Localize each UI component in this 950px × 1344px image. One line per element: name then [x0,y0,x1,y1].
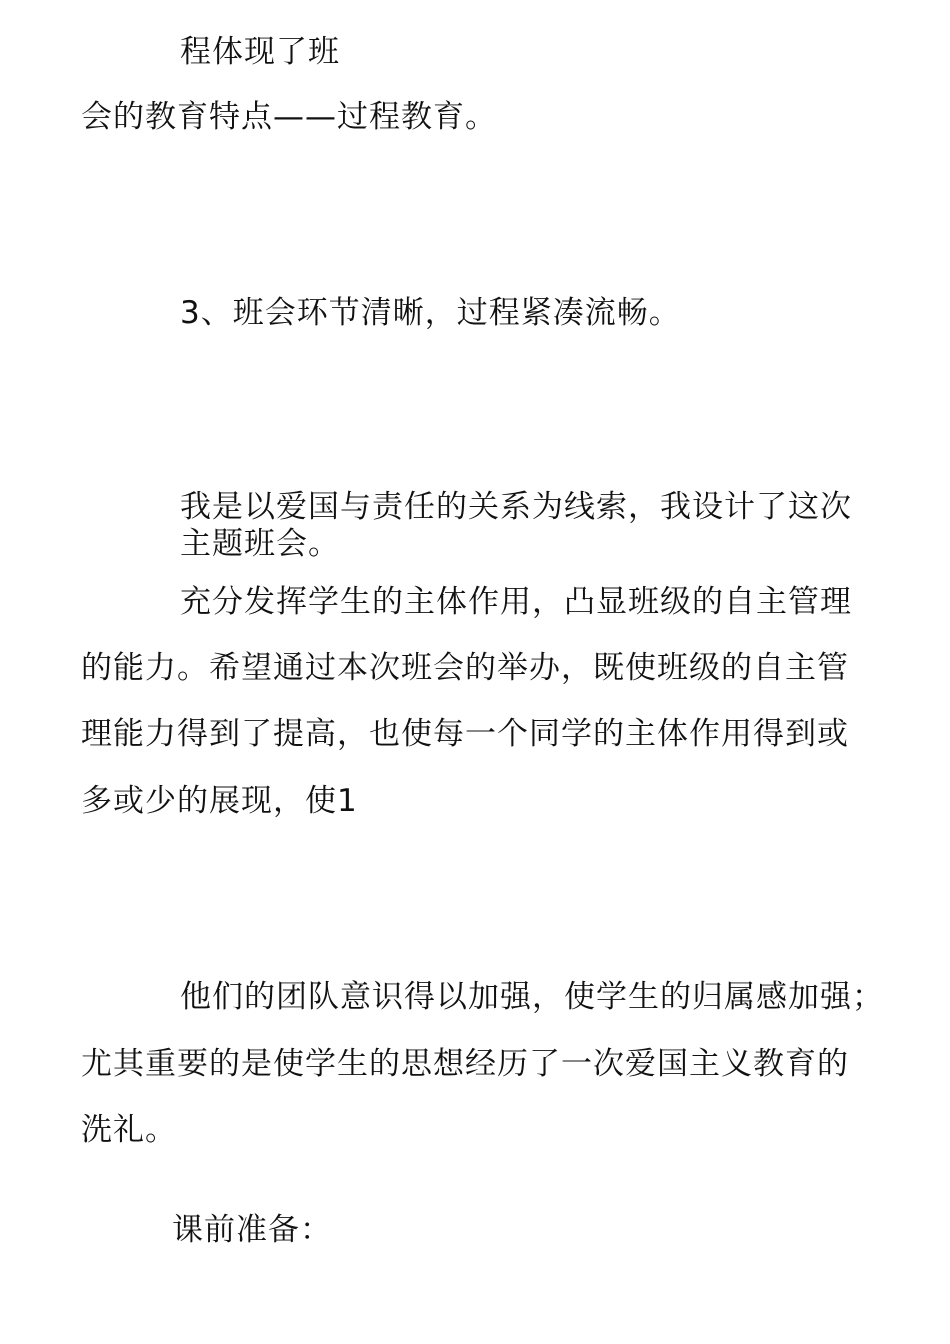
text-line: 充分发挥学生的主体作用，凸显班级的自主管理 [180,584,852,620]
text-line: 他们的团队意识得以加强，使学生的归属感加强； [180,979,884,1015]
text-line: 尤其重要的是使学生的思想经历了一次爱国主义教育的 [81,1046,849,1082]
text-line: 会的教育特点——过程教育。 [81,99,497,135]
text-line: 多或少的展现，使1 [81,783,358,819]
text-line: 主题班会。 [180,526,340,562]
text-line: 我是以爱国与责任的关系为线索，我设计了这次 [180,489,852,525]
text-line: 洗礼。 [81,1112,177,1148]
section-heading: 课前准备： [172,1212,332,1248]
text-line: 程体现了班 [180,34,340,70]
text-line: 理能力得到了提高，也使每一个同学的主体作用得到或 [81,716,849,752]
text-line: 的能力。希望通过本次班会的举办，既使班级的自主管 [81,650,849,686]
list-item-heading: 3、班会环节清晰，过程紧凑流畅。 [180,295,681,331]
